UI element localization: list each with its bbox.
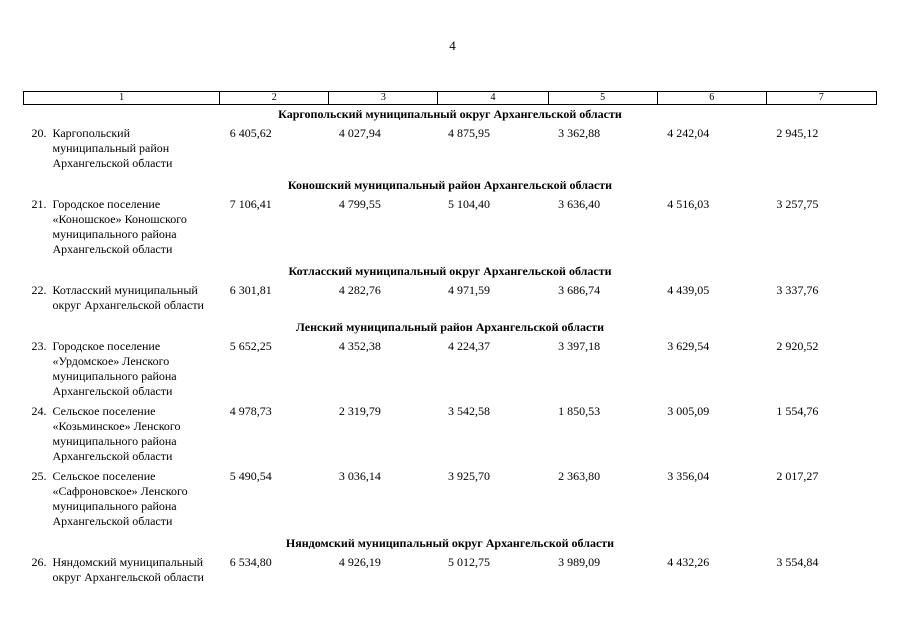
value-cell: 3 636,40 xyxy=(558,197,601,211)
value-cell: 3 257,75 xyxy=(776,197,819,211)
value-cell: 3 629,54 xyxy=(667,339,710,353)
table-row xyxy=(24,283,877,318)
column-header: 7 xyxy=(766,92,876,105)
value-cell: 2 920,52 xyxy=(776,339,819,353)
value-cell: 3 005,09 xyxy=(667,404,710,418)
column-header: 1 xyxy=(24,92,220,105)
row-number: 26. xyxy=(31,555,47,569)
value-cell: 4 224,37 xyxy=(447,339,490,353)
column-header: 6 xyxy=(657,92,766,105)
value-cell: 5 104,40 xyxy=(447,197,490,211)
column-header: 4 xyxy=(438,92,548,105)
municipality-name-line: Сельское поселение xyxy=(52,404,156,418)
section-title: Каргопольский муниципальный округ Архангельской области xyxy=(278,107,622,121)
municipality-name-line: «Сафроновское» Ленского xyxy=(52,484,188,498)
municipality-name-line: Архангельской области xyxy=(52,514,173,528)
table-row xyxy=(24,469,877,534)
page-number: 4 xyxy=(449,38,456,53)
value-cell: 3 925,70 xyxy=(447,469,490,483)
section-title: Котласский муниципальный округ Архангельской области xyxy=(288,264,612,278)
municipality-cell xyxy=(24,339,220,404)
value-cell: 3 036,14 xyxy=(338,469,381,483)
section-row xyxy=(24,105,877,127)
value-cell: 5 652,25 xyxy=(229,339,272,353)
table-row xyxy=(24,197,877,262)
municipality-name-line: «Урдомское» Ленского xyxy=(52,354,170,368)
municipality-name xyxy=(53,197,219,257)
value-cell: 2 363,80 xyxy=(558,469,601,483)
municipality-name xyxy=(53,339,219,399)
table-header-row xyxy=(24,92,877,105)
value-cell: 6 534,80 xyxy=(229,555,272,569)
table-row xyxy=(24,404,877,469)
section-row xyxy=(24,262,877,283)
value-cell: 1 554,76 xyxy=(776,404,819,418)
section-row xyxy=(24,318,877,339)
value-cell: 2 017,27 xyxy=(776,469,819,483)
municipality-name xyxy=(53,469,219,529)
municipality-name-line: Сельское поселение xyxy=(52,469,156,483)
municipality-name-line: муниципального района xyxy=(52,227,177,241)
municipality-name xyxy=(53,126,219,171)
municipality-name-line: Котласский муниципальный xyxy=(52,283,198,297)
section-title: Няндомский муниципальный округ Архангельской области xyxy=(285,536,615,550)
value-cell: 4 439,05 xyxy=(667,283,710,297)
value-cell: 4 432,26 xyxy=(667,555,710,569)
column-header: 2 xyxy=(220,92,329,105)
municipality-name-line: Городское поселение xyxy=(52,197,161,211)
municipality-name-line: Городское поселение xyxy=(52,339,161,353)
municipality-name-line: муниципального района xyxy=(52,434,177,448)
value-cell: 6 301,81 xyxy=(229,283,272,297)
table-row xyxy=(24,555,877,590)
municipality-name-line: округ Архангельской области xyxy=(52,570,204,584)
municipality-name xyxy=(53,283,219,313)
municipality-cell xyxy=(24,197,220,262)
municipality-name-line: Архангельской области xyxy=(52,156,173,170)
municipality-name-line: Архангельской области xyxy=(52,242,173,256)
municipality-name-line: муниципальный район xyxy=(52,141,170,155)
value-cell: 6 405,62 xyxy=(229,126,272,140)
municipality-cell xyxy=(24,555,220,590)
municipality-cell xyxy=(24,404,220,469)
municipality-cell xyxy=(24,469,220,534)
municipality-name xyxy=(53,404,219,464)
section-row xyxy=(24,534,877,555)
value-cell: 4 027,94 xyxy=(338,126,381,140)
column-header: 5 xyxy=(548,92,657,105)
row-number: 25. xyxy=(31,469,47,483)
municipality-cell xyxy=(24,126,220,176)
data-table xyxy=(23,91,877,590)
municipality-name-line: муниципального района xyxy=(52,499,177,513)
value-cell: 3 397,18 xyxy=(558,339,601,353)
column-header: 3 xyxy=(329,92,438,105)
table-row xyxy=(24,126,877,176)
value-cell: 3 686,74 xyxy=(558,283,601,297)
value-cell: 4 516,03 xyxy=(667,197,710,211)
value-cell: 4 352,38 xyxy=(338,339,381,353)
value-cell: 4 971,59 xyxy=(447,283,490,297)
value-cell: 3 989,09 xyxy=(558,555,601,569)
municipality-name-line: «Коношское» Коношского xyxy=(52,212,187,226)
value-cell: 7 106,41 xyxy=(229,197,272,211)
table-body xyxy=(24,105,877,591)
value-cell: 3 356,04 xyxy=(667,469,710,483)
value-cell: 3 542,58 xyxy=(447,404,490,418)
municipality-name-line: Каргопольский xyxy=(52,126,131,140)
value-cell: 4 799,55 xyxy=(338,197,381,211)
municipality-name-line: Няндомский муниципальный xyxy=(52,555,204,569)
municipality-name-line: «Козьминское» Ленского xyxy=(52,419,181,433)
municipality-name-line: Архангельской области xyxy=(52,384,173,398)
municipality-name-line: Архангельской области xyxy=(52,449,173,463)
value-cell: 3 554,84 xyxy=(776,555,819,569)
row-number: 22. xyxy=(31,283,47,297)
municipality-name xyxy=(53,555,219,585)
value-cell: 4 242,04 xyxy=(667,126,710,140)
value-cell: 3 337,76 xyxy=(776,283,819,297)
value-cell: 2 319,79 xyxy=(338,404,381,418)
section-title: Коношский муниципальный район Архангельской области xyxy=(287,178,613,192)
value-cell: 4 978,73 xyxy=(229,404,272,418)
section-title: Ленский муниципальный район Архангельской области xyxy=(295,320,605,334)
table-row xyxy=(24,339,877,404)
row-number: 20. xyxy=(31,126,47,140)
value-cell: 5 490,54 xyxy=(229,469,272,483)
municipality-cell xyxy=(24,283,220,318)
row-number: 23. xyxy=(31,339,47,353)
municipality-name-line: муниципального района xyxy=(52,369,177,383)
row-number: 21. xyxy=(31,197,47,211)
value-cell: 3 362,88 xyxy=(558,126,601,140)
value-cell: 5 012,75 xyxy=(447,555,490,569)
value-cell: 4 875,95 xyxy=(447,126,490,140)
value-cell: 4 282,76 xyxy=(338,283,381,297)
row-number: 24. xyxy=(31,404,47,418)
value-cell: 2 945,12 xyxy=(776,126,819,140)
municipality-name-line: округ Архангельской области xyxy=(52,298,204,312)
value-cell: 1 850,53 xyxy=(558,404,601,418)
value-cell: 4 926,19 xyxy=(338,555,381,569)
section-row xyxy=(24,176,877,197)
